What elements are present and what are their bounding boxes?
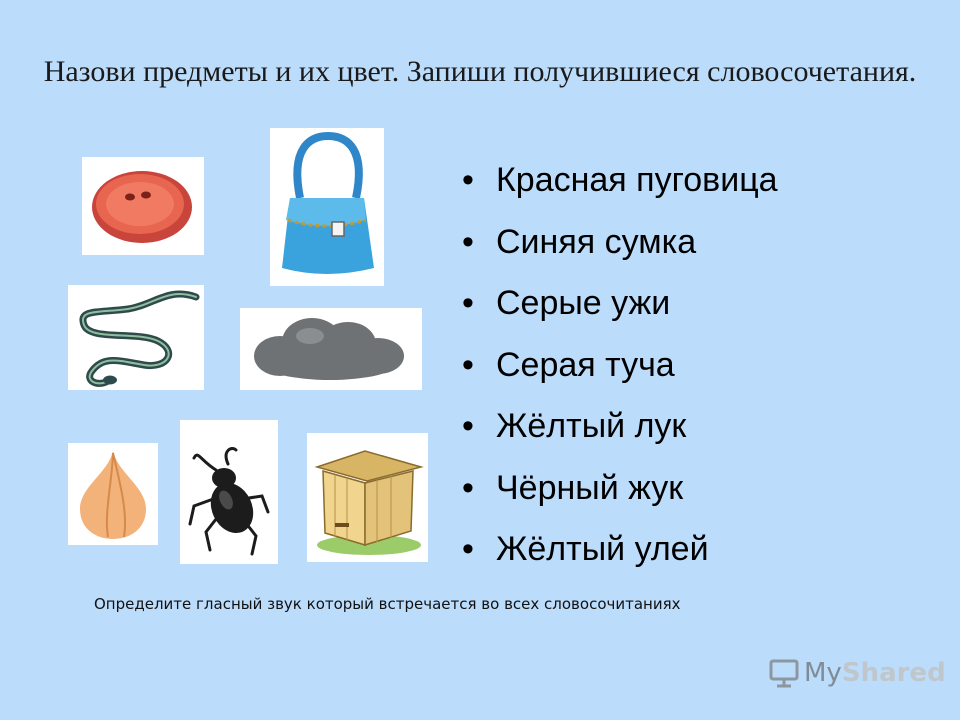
list-item-text: Синяя сумка bbox=[496, 222, 697, 261]
logo-text-shared: Shared bbox=[841, 658, 946, 688]
list-item-text: Чёрный жук bbox=[496, 468, 684, 507]
slide-title: Назови предметы и их цвет. Запиши получившиеся словосочетания. bbox=[43, 55, 917, 88]
list-item bbox=[462, 519, 778, 581]
onion-picture bbox=[68, 443, 158, 545]
button-picture bbox=[82, 157, 204, 255]
list-item bbox=[462, 273, 778, 335]
bag-icon bbox=[270, 128, 384, 286]
myshared-logo[interactable] bbox=[768, 655, 946, 691]
bag-picture bbox=[270, 128, 384, 286]
list-item-text: Жёлтый лук bbox=[496, 407, 687, 445]
list-item-text: Серая туча bbox=[496, 345, 675, 384]
bullet: • bbox=[462, 468, 474, 507]
cloud-icon bbox=[240, 308, 422, 390]
task-text: Определите гласный звук который встречается во всех словосочитаниях bbox=[94, 595, 681, 613]
onion-icon bbox=[68, 443, 158, 545]
phrase-list bbox=[462, 150, 778, 581]
beetle-icon bbox=[180, 420, 278, 564]
beehive-picture bbox=[307, 433, 428, 562]
bullet: • bbox=[462, 222, 474, 261]
list-item bbox=[462, 335, 778, 397]
list-item bbox=[462, 458, 778, 520]
bullet: • bbox=[462, 407, 474, 445]
beehive-icon bbox=[307, 433, 428, 562]
list-item-text: Серые ужи bbox=[496, 284, 671, 322]
list-item-text: Красная пуговица bbox=[496, 161, 778, 199]
logo-text-my: My bbox=[804, 658, 842, 688]
list-item bbox=[462, 212, 778, 274]
bullet: • bbox=[462, 530, 474, 568]
list-item bbox=[462, 396, 778, 458]
bullet: • bbox=[462, 345, 474, 384]
cloud-picture bbox=[240, 308, 422, 390]
list-item-text: Жёлтый улей bbox=[496, 530, 709, 568]
beetle-picture bbox=[180, 420, 278, 564]
snake-picture bbox=[68, 285, 204, 390]
bullet: • bbox=[462, 284, 474, 322]
snake-icon bbox=[68, 285, 204, 390]
button-icon bbox=[82, 157, 204, 255]
presentation-icon bbox=[768, 658, 800, 688]
list-item bbox=[462, 150, 778, 212]
bullet: • bbox=[462, 161, 474, 199]
